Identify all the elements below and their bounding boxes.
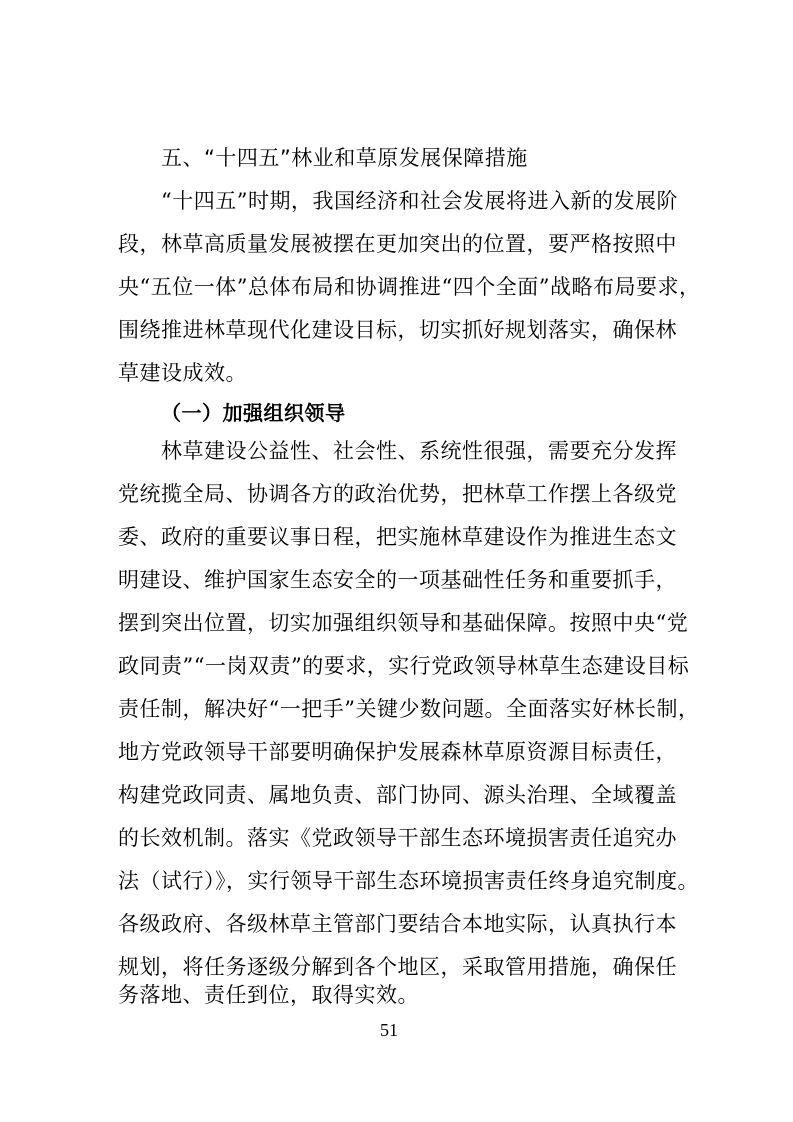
- intro-line: 段，林草高质量发展被摆在更加突出的位置，要严格按照中: [118, 232, 677, 256]
- body-line: 的长效机制。落实《党政领导干部生态环境损害责任追究办: [118, 826, 677, 850]
- intro-line: 围绕推进林草现代化建设目标，切实抓好规划落实，确保林: [118, 318, 677, 342]
- body-line: 政同责”“一岗双责”的要求，实行党政领导林草生态建设目标: [118, 654, 690, 678]
- body-line: 明建设、维护国家生态安全的一项基础性任务和重要抓手，: [118, 568, 677, 592]
- body-line: 构建党政同责、属地负责、部门协同、源头治理、全域覆盖: [118, 783, 677, 807]
- body-line: 委、政府的重要议事日程，把实施林草建设作为推进生态文: [118, 525, 677, 549]
- body-line: 务落地、责任到位，取得实效。: [118, 983, 419, 1007]
- body-line: 责任制，解决好“一把手”关键少数问题。全面落实好林长制，: [118, 697, 700, 721]
- body-line: 林草建设公益性、社会性、系统性很强，需要充分发挥: [161, 439, 677, 463]
- intro-line: “十四五”时期，我国经济和社会发展将进入新的发展阶: [161, 189, 678, 213]
- subsection-heading: （一）加强组织领导: [161, 401, 346, 425]
- intro-line: 草建设成效。: [118, 361, 247, 385]
- body-line: 规划，将任务逐级分解到各个地区，采取管用措施，确保任: [118, 955, 677, 979]
- page-number: 51: [380, 1020, 398, 1040]
- body-line: 摆到突出位置，切实加强组织领导和基础保障。按照中央“党: [118, 611, 689, 635]
- body-line: 法（试行）》，实行领导干部生态环境损害责任终身追究制度。: [118, 869, 699, 893]
- body-line: 各级政府、各级林草主管部门要结合本地实际，认真执行本: [118, 912, 677, 936]
- section-heading: 五、“十四五”林业和草原发展保障措施: [161, 146, 528, 170]
- intro-line: 央“五位一体”总体布局和协调推进“四个全面”战略布局要求，: [118, 275, 701, 299]
- body-line: 地方党政领导干部要明确保护发展森林草原资源目标责任，: [118, 740, 677, 764]
- body-line: 党统揽全局、协调各方的政治优势，把林草工作摆上各级党: [118, 482, 677, 506]
